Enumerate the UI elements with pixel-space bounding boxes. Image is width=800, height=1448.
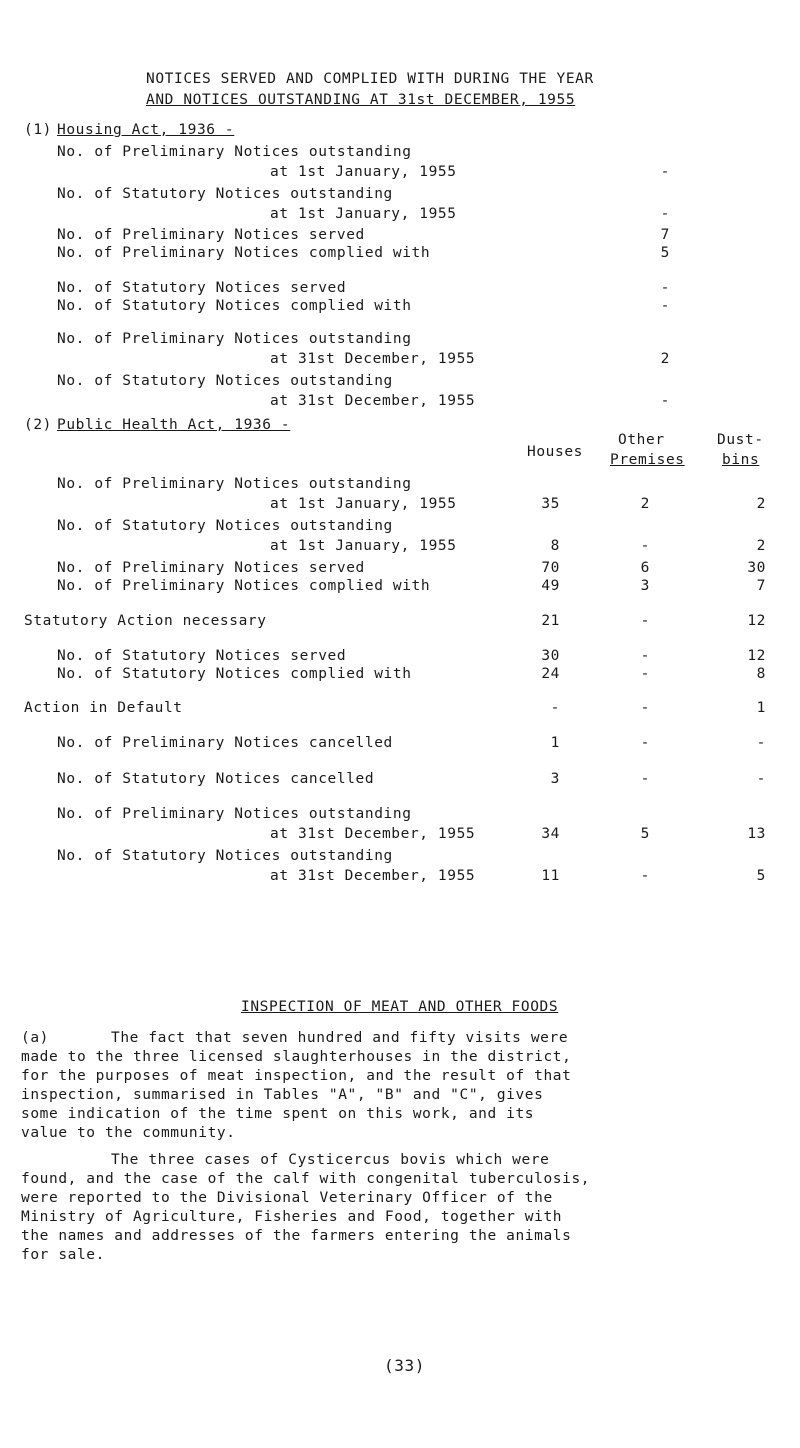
inspection-title: INSPECTION OF MEAT AND OTHER FOODS bbox=[241, 999, 559, 1015]
other-premises-value: - bbox=[640, 771, 650, 787]
dustbins-value: 7 bbox=[756, 578, 766, 594]
houses-value: 30 bbox=[541, 648, 560, 664]
other-premises-value: - bbox=[640, 700, 650, 716]
dustbins-value: 8 bbox=[756, 666, 766, 682]
document-heading-line-2: AND NOTICES OUTSTANDING AT 31st DECEMBER, 1955 bbox=[146, 92, 576, 108]
paragraph-line: made to the three licensed slaughterhouses in the district, bbox=[21, 1049, 572, 1065]
dustbins-value: 5 bbox=[756, 868, 766, 884]
public-health-row-label: No. of Preliminary Notices served bbox=[57, 560, 365, 576]
housing-row-label: No. of Preliminary Notices outstanding bbox=[57, 331, 412, 347]
paragraph-line: the names and addresses of the farmers entering the animals bbox=[21, 1228, 572, 1244]
column-header-other-line-2: Premises bbox=[610, 452, 685, 468]
other-premises-value: 2 bbox=[640, 496, 650, 512]
other-premises-value: - bbox=[640, 735, 650, 751]
dustbins-value: - bbox=[756, 735, 766, 751]
paragraph-line: inspection, summarised in Tables "A", "B" and "C", gives bbox=[21, 1087, 544, 1103]
other-premises-value: 6 bbox=[640, 560, 650, 576]
public-health-row-label-continuation: at 1st January, 1955 bbox=[270, 538, 457, 554]
housing-row-value: 2 bbox=[660, 351, 670, 367]
paragraph-line: for sale. bbox=[21, 1247, 105, 1263]
paragraph-line: found, and the case of the calf with congenital tuberculosis, bbox=[21, 1171, 591, 1187]
paragraph-line: Ministry of Agriculture, Fisheries and Food, together with bbox=[21, 1209, 563, 1225]
paragraph-line: some indication of the time spent on this work, and its bbox=[21, 1106, 535, 1122]
column-header-bins-line-2: bins bbox=[722, 452, 760, 468]
column-header-bins-line-1: Dust- bbox=[717, 432, 764, 448]
other-premises-value: 5 bbox=[640, 826, 650, 842]
houses-value: 21 bbox=[541, 613, 560, 629]
column-header-houses: Houses bbox=[527, 444, 583, 460]
houses-value: 8 bbox=[550, 538, 560, 554]
houses-value: 24 bbox=[541, 666, 560, 682]
paragraph-line: were reported to the Divisional Veterinary Officer of the bbox=[21, 1190, 553, 1206]
dustbins-value: 2 bbox=[756, 496, 766, 512]
housing-row-label: No. of Statutory Notices outstanding bbox=[57, 186, 393, 202]
public-health-row-label: No. of Preliminary Notices cancelled bbox=[57, 735, 393, 751]
housing-row-label-continuation: at 31st December, 1955 bbox=[270, 351, 476, 367]
public-health-row-label-continuation: at 31st December, 1955 bbox=[270, 826, 476, 842]
housing-row-label: No. of Preliminary Notices served bbox=[57, 227, 365, 243]
housing-row-label-continuation: at 31st December, 1955 bbox=[270, 393, 476, 409]
public-health-row-label-continuation: at 1st January, 1955 bbox=[270, 496, 457, 512]
housing-row-value: - bbox=[660, 280, 670, 296]
housing-row-label: No. of Statutory Notices served bbox=[57, 280, 347, 296]
public-health-row-label: No. of Preliminary Notices complied with bbox=[57, 578, 431, 594]
public-health-row-label: No. of Statutory Notices complied with bbox=[57, 666, 412, 682]
inspection-marker: (a) bbox=[21, 1030, 49, 1046]
public-health-row-label-continuation: at 31st December, 1955 bbox=[270, 868, 476, 884]
public-health-row-label: Statutory Action necessary bbox=[24, 613, 267, 629]
other-premises-value: - bbox=[640, 868, 650, 884]
houses-value: 3 bbox=[550, 771, 560, 787]
other-premises-value: 3 bbox=[640, 578, 650, 594]
houses-value: 49 bbox=[541, 578, 560, 594]
public-health-row-label: No. of Preliminary Notices outstanding bbox=[57, 476, 412, 492]
housing-row-value: - bbox=[660, 206, 670, 222]
houses-value: - bbox=[550, 700, 560, 716]
housing-row-label: No. of Preliminary Notices outstanding bbox=[57, 144, 412, 160]
public-health-section-marker: (2) bbox=[24, 417, 52, 433]
housing-row-value: 7 bbox=[660, 227, 670, 243]
housing-section-title: Housing Act, 1936 - bbox=[57, 122, 235, 138]
housing-row-value: - bbox=[660, 298, 670, 314]
dustbins-value: 30 bbox=[747, 560, 766, 576]
paragraph-line: The fact that seven hundred and fifty visits were bbox=[111, 1030, 569, 1046]
dustbins-value: - bbox=[756, 771, 766, 787]
houses-value: 1 bbox=[550, 735, 560, 751]
public-health-row-label: No. of Statutory Notices outstanding bbox=[57, 848, 393, 864]
dustbins-value: 12 bbox=[747, 613, 766, 629]
document-heading-line-1: NOTICES SERVED AND COMPLIED WITH DURING THE YEAR bbox=[146, 71, 594, 87]
column-header-other-line-1: Other bbox=[618, 432, 665, 448]
paragraph-line: for the purposes of meat inspection, and the result of that bbox=[21, 1068, 572, 1084]
public-health-row-label: Action in Default bbox=[24, 700, 183, 716]
housing-row-label: No. of Statutory Notices complied with bbox=[57, 298, 412, 314]
houses-value: 70 bbox=[541, 560, 560, 576]
page-number: (33) bbox=[384, 1356, 425, 1375]
houses-value: 11 bbox=[541, 868, 560, 884]
housing-row-label-continuation: at 1st January, 1955 bbox=[270, 164, 457, 180]
housing-section-marker: (1) bbox=[24, 122, 52, 138]
paragraph-line: value to the community. bbox=[21, 1125, 236, 1141]
other-premises-value: - bbox=[640, 666, 650, 682]
other-premises-value: - bbox=[640, 648, 650, 664]
dustbins-value: 13 bbox=[747, 826, 766, 842]
housing-row-value: - bbox=[660, 393, 670, 409]
other-premises-value: - bbox=[640, 613, 650, 629]
public-health-row-label: No. of Statutory Notices cancelled bbox=[57, 771, 375, 787]
houses-value: 35 bbox=[541, 496, 560, 512]
dustbins-value: 1 bbox=[756, 700, 766, 716]
public-health-row-label: No. of Statutory Notices outstanding bbox=[57, 518, 393, 534]
housing-row-label: No. of Preliminary Notices complied with bbox=[57, 245, 431, 261]
public-health-row-label: No. of Statutory Notices served bbox=[57, 648, 347, 664]
housing-row-value: - bbox=[660, 164, 670, 180]
houses-value: 34 bbox=[541, 826, 560, 842]
dustbins-value: 12 bbox=[747, 648, 766, 664]
housing-row-label-continuation: at 1st January, 1955 bbox=[270, 206, 457, 222]
housing-row-label: No. of Statutory Notices outstanding bbox=[57, 373, 393, 389]
dustbins-value: 2 bbox=[756, 538, 766, 554]
housing-row-value: 5 bbox=[660, 245, 670, 261]
public-health-row-label: No. of Preliminary Notices outstanding bbox=[57, 806, 412, 822]
public-health-section-title: Public Health Act, 1936 - bbox=[57, 417, 291, 433]
paragraph-line: The three cases of Cysticercus bovis which were bbox=[111, 1152, 550, 1168]
other-premises-value: - bbox=[640, 538, 650, 554]
